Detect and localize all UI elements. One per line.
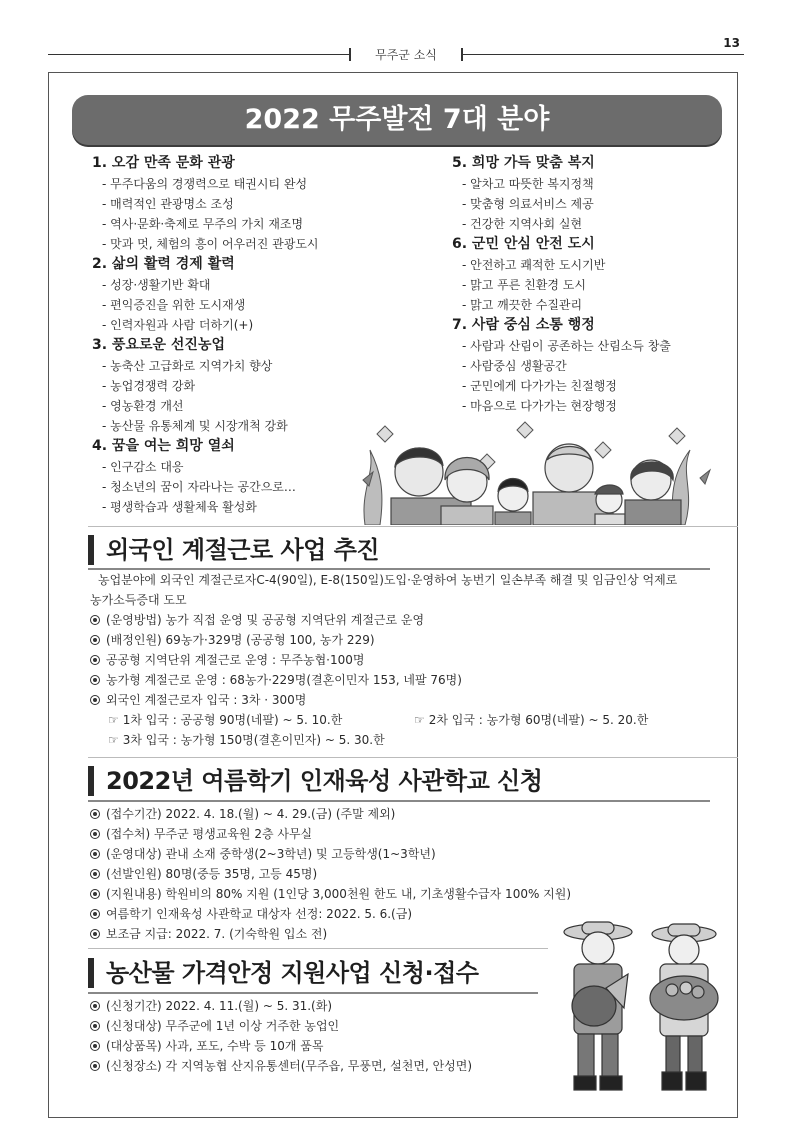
area-item: - 마음으로 다가가는 현장행정 — [452, 396, 742, 416]
section-rule — [88, 800, 710, 802]
list-item — [90, 1056, 540, 1076]
section1-bullets — [90, 610, 730, 750]
section-divider — [88, 948, 548, 949]
list-item — [90, 610, 730, 630]
list-item — [90, 1016, 540, 1036]
section-divider — [88, 757, 738, 758]
list-item-text: (운영대상) 관내 소재 중학생(2~3학년) 및 고등학생(1~3학년) — [106, 847, 436, 861]
areas-right-column — [452, 153, 742, 416]
bullet-icon — [90, 1021, 100, 1031]
page-number: 13 — [723, 36, 740, 50]
area-title: 1. 오감 만족 문화 관광 — [92, 155, 235, 171]
area-item: - 안전하고 쾌적한 도시기반 — [452, 255, 742, 275]
section3-bullets — [90, 996, 540, 1076]
entry-text: 1차 입국 : 공공형 90명(네팔) ~ 5. 10.한 — [122, 713, 343, 727]
bullet-icon — [90, 675, 100, 685]
intro-line: 농업분야에 외국인 계절근로자C-4(90일), E-8(150일)도입·운영하여 농번기 일손부족 해결 및 임금인상 억제로 — [98, 573, 678, 587]
butterfly-icon — [669, 428, 685, 444]
section-divider — [88, 526, 738, 527]
butterfly-icon — [517, 422, 533, 438]
list-item-text: (접수처) 무주군 평생교육원 2층 사무실 — [106, 827, 313, 841]
intro-line: 농가소득증대 도모 — [90, 593, 187, 607]
list-item — [90, 824, 730, 844]
area-item: - 역사·문화·축제로 무주의 가치 재조명 — [92, 214, 432, 234]
list-item — [90, 1036, 540, 1056]
banner-title: 2022 무주발전 7대 분야 — [72, 95, 722, 145]
entry-item — [108, 710, 414, 730]
area-item: - 알차고 따뜻한 복지정책 — [452, 174, 742, 194]
family-illustration — [355, 420, 717, 525]
bullet-icon — [90, 1041, 100, 1051]
area-item: - 군민에게 다가가는 친절행정 — [452, 376, 742, 396]
area-item: - 성장·생활기반 확대 — [92, 275, 432, 295]
area-item: - 사람중심 생활공간 — [452, 356, 742, 376]
area-item: - 청소년의 꿈이 자라나는 공간으로… — [92, 477, 432, 497]
area-block — [92, 153, 432, 254]
area-block — [92, 254, 432, 335]
bullet-icon — [90, 929, 100, 939]
area-item: - 맛과 멋, 체험의 흥이 어우러진 관광도시 — [92, 234, 432, 254]
pointing-hand-icon: ☞ — [108, 733, 119, 747]
area-item: - 사람과 산림이 공존하는 산림소득 창출 — [452, 336, 742, 356]
area-item: - 편익증진을 위한 도시재생 — [92, 295, 432, 315]
entry-text: 3차 입국 : 농가형 150명(결혼이민자) ~ 5. 30.한 — [122, 733, 385, 747]
area-item: - 평생학습과 생활체육 활성화 — [92, 497, 432, 517]
bullet-icon — [90, 849, 100, 859]
list-item-text: 보조금 지급: 2022. 7. (기숙학원 입소 전) — [106, 927, 328, 941]
list-item — [90, 844, 730, 864]
list-item-text: (선발인원) 80명(중등 35명, 고등 45명) — [106, 867, 318, 881]
header-rule-right — [462, 54, 744, 55]
area-title: 6. 군민 안심 안전 도시 — [452, 236, 595, 252]
farmers-illustration — [550, 918, 730, 1098]
area-block — [452, 315, 742, 416]
bullet-icon — [90, 829, 100, 839]
area-item: - 맑고 깨끗한 수질관리 — [452, 295, 742, 315]
area-title: 4. 꿈을 여는 희망 열쇠 — [92, 438, 235, 454]
bullet-icon — [90, 809, 100, 819]
list-item-text: 공공형 지역단위 계절근로 운영 : 무주농협·100명 — [106, 653, 365, 667]
bullet-icon — [90, 655, 100, 665]
bullet-icon — [90, 889, 100, 899]
header-bar-left — [349, 48, 351, 61]
bullet-icon — [90, 1061, 100, 1071]
entry-text: 2차 입국 : 농가형 60명(네팔) ~ 5. 20.한 — [428, 713, 649, 727]
bullet-icon — [90, 615, 100, 625]
list-item — [90, 864, 730, 884]
list-item-text: 여름학기 인재육성 사관학교 대상자 선정: 2022. 5. 6.(금) — [106, 907, 413, 921]
section-rule — [88, 992, 538, 994]
area-item: - 인구감소 대응 — [92, 457, 432, 477]
header-section-name: 무주군 소식 — [375, 48, 437, 62]
area-item: - 인력자원과 사람 더하기(+) — [92, 315, 432, 335]
butterfly-icon — [377, 426, 393, 442]
list-item-text: (배정인원) 69농가·329명 (공공형 100, 농가 229) — [106, 633, 375, 647]
list-item-text: (신청기간) 2022. 4. 11.(월) ~ 5. 31.(화) — [106, 999, 333, 1013]
header-rule-left — [48, 54, 350, 55]
area-block — [452, 153, 742, 234]
entry-row — [90, 730, 730, 750]
list-item-text: (지원내용) 학원비의 80% 지원 (1인당 3,000천원 한도 내, 기초생활수급자 100% 지원) — [106, 887, 572, 901]
bullet-icon — [90, 909, 100, 919]
area-item: - 맑고 푸른 친환경 도시 — [452, 275, 742, 295]
area-item: - 건강한 지역사회 실현 — [452, 214, 742, 234]
list-item — [90, 650, 730, 670]
area-title: 2. 삶의 활력 경제 활력 — [92, 256, 235, 272]
list-item — [90, 670, 730, 690]
pointing-hand-icon: ☞ — [414, 713, 425, 727]
leaf-shape — [364, 450, 382, 525]
bullet-icon — [90, 869, 100, 879]
area-title: 7. 사람 중심 소통 행정 — [452, 317, 595, 333]
section-title-price-stability: 농산물 가격안정 지원사업 신청·접수 — [88, 958, 478, 988]
list-item-text: 농가형 계절근로 운영 : 68농가·229명(결혼이민자 153, 네팔 76명) — [106, 673, 462, 687]
section1-intro — [90, 570, 718, 610]
area-item: - 농산물 유통체계 및 시장개척 강화 — [92, 416, 432, 436]
list-item — [90, 690, 730, 710]
list-item-text: (신청장소) 각 지역농협 산지유통센터(무주읍, 무풍면, 설천면, 안성면) — [106, 1059, 473, 1073]
list-item-text: (신청대상) 무주군에 1년 이상 거주한 농업인 — [106, 1019, 340, 1033]
area-item: - 매력적인 관광명소 조성 — [92, 194, 432, 214]
area-title: 5. 희망 가득 맞춤 복지 — [452, 155, 595, 171]
area-item: - 농업경쟁력 강화 — [92, 376, 432, 396]
list-item — [90, 996, 540, 1016]
entry-item — [108, 730, 385, 750]
bullet-icon — [90, 1001, 100, 1011]
area-title: 3. 풍요로운 선진농업 — [92, 337, 225, 353]
area-item: - 맞춤형 의료서비스 제공 — [452, 194, 742, 214]
section-title-foreign-workers: 외국인 계절근로 사업 추진 — [88, 535, 379, 565]
area-block — [452, 234, 742, 315]
list-item-text: (대상품목) 사과, 포도, 수박 등 10개 품목 — [106, 1039, 324, 1053]
list-item-text: 외국인 계절근로자 입국 : 3차 · 300명 — [106, 693, 307, 707]
area-item: - 농축산 고급화로 지역가치 향상 — [92, 356, 432, 376]
bullet-icon — [90, 695, 100, 705]
bullet-icon — [90, 635, 100, 645]
list-item-text: (운영방법) 농가 직접 운영 및 공공형 지역단위 계절근로 운영 — [106, 613, 425, 627]
area-item: - 영농환경 개선 — [92, 396, 432, 416]
butterfly-icon — [595, 442, 611, 458]
area-item: - 무주다움의 경쟁력으로 태권시티 완성 — [92, 174, 432, 194]
entry-row — [90, 710, 730, 730]
section-title-summer-academy: 2022년 여름학기 인재육성 사관학교 신청 — [88, 766, 542, 796]
list-item-text: (접수기간) 2022. 4. 18.(월) ~ 4. 29.(금) (주말 제외) — [106, 807, 396, 821]
entry-item — [414, 710, 648, 730]
list-item — [90, 884, 730, 904]
pointing-hand-icon: ☞ — [108, 713, 119, 727]
list-item — [90, 630, 730, 650]
list-item — [90, 804, 730, 824]
